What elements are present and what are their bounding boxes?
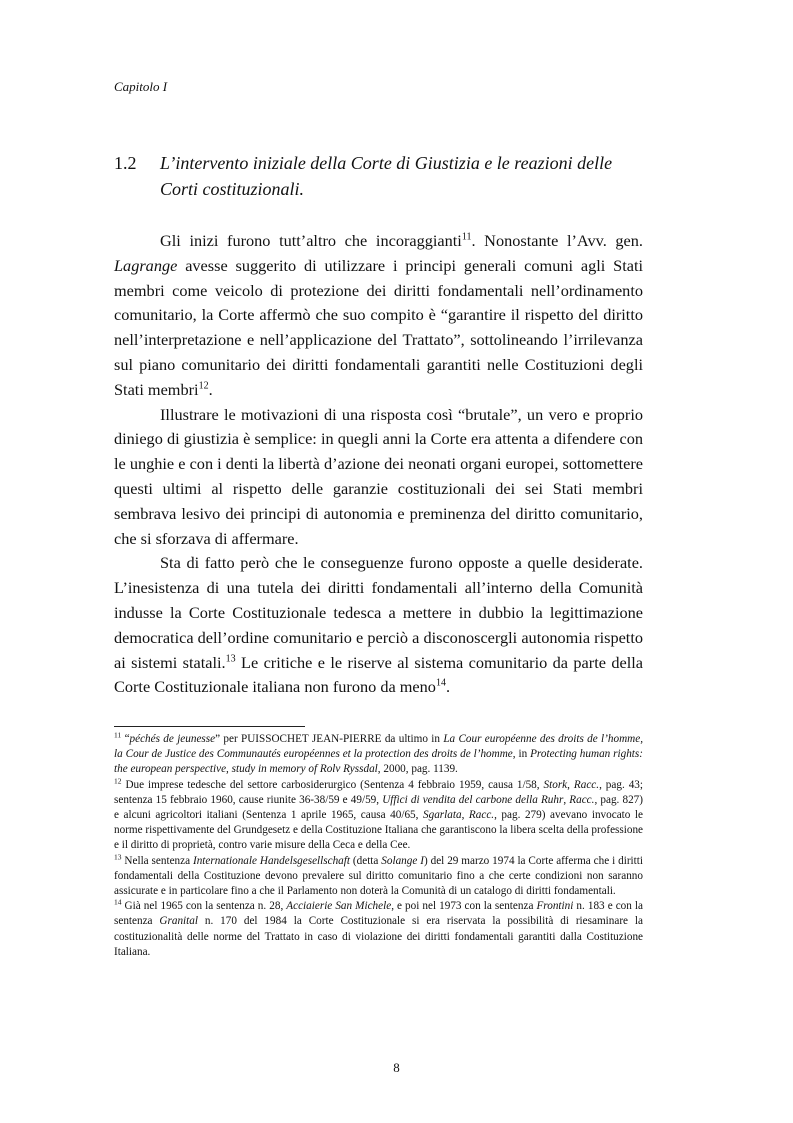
paragraph xyxy=(114,403,643,552)
footnote-ref: 13 xyxy=(114,851,122,861)
footnote xyxy=(114,899,643,960)
footnote-ref: 12 xyxy=(198,380,209,392)
italic-text: Stork xyxy=(543,778,568,791)
italic-text: Lagrange xyxy=(114,255,178,275)
footnote xyxy=(114,851,643,900)
italic-text: La Cour européenne des droits de l’homme, la Cour de Justice des Communautés européennes et la protection des droits de l’homme xyxy=(114,733,643,761)
paragraph xyxy=(114,229,643,403)
text-run: , pag. 279) avevano invocato le norme rispettivamente del Grundgesetz e della Costituzione Italiana che garantiscono la libera scelta della professione e il diritto di proprietà, contro varie misure della Ceca e della Cee. xyxy=(114,809,643,852)
text-run: , in xyxy=(512,748,531,761)
section-number: 1.2 xyxy=(114,153,137,173)
text-run: n. 170 del 1984 la Corte Costituzionale si era riservata la possibilità di riesaminare la costituzionalità delle norme del Trattato in caso di violazione dei diritti fondamentali garantiti dalla Costituzione Italiana. xyxy=(114,915,643,958)
italic-text: péchés de jeunesse xyxy=(129,733,216,745)
page-number: 8 xyxy=(393,1060,400,1075)
footnote-ref: 12 xyxy=(114,775,122,785)
italic-text: Solange I xyxy=(381,854,424,867)
text-run: avesse suggerito di utilizzare i principi generali comuni agli Stati membri come veicolo di protezione dei diritti fondamentali nell’ordinamento comunitario, la Corte affermò che suo compito è “garantire il rispetto del diritto nell’interpretazione e nell’applicazione del Trattato”, sottolineando l’irrilevanza sul piano comunitario dei diritti fondamentali garantiti nelle Costituzioni degli Stati membri xyxy=(114,255,643,399)
text-run: “ xyxy=(121,733,130,745)
footnote-ref: 13 xyxy=(225,653,236,665)
text-run: . xyxy=(208,379,213,399)
text-run: Sta di fatto però che le conseguenze furono opposte a quelle desiderate. L’inesistenza di una tutela dei diritti fondamentali all’interno della Comunità indusse la Corte Costituzionale tedesca a mettere in dubbio la legittimazione democratica dell’ordine comunitario e perciò a disconoscergli autonomia rispetto ai sistemi statali. xyxy=(114,553,643,672)
italic-text: Racc. xyxy=(468,809,495,822)
footnotes xyxy=(114,732,643,960)
running-header: Capitolo I xyxy=(114,79,168,94)
italic-text: Racc. xyxy=(569,793,595,806)
footnote-ref: 14 xyxy=(114,897,122,907)
text-run: Le critiche e le riserve al sistema comunitario da parte della Corte Costituzionale italiana non furono da meno xyxy=(114,652,643,697)
text-run: . Nonostante l’Avv. gen. xyxy=(471,231,643,250)
paragraph xyxy=(114,551,643,700)
footnote xyxy=(114,732,643,778)
text-run: . xyxy=(445,677,451,697)
text-run: , xyxy=(461,809,469,822)
italic-text: Sgarlata xyxy=(423,809,462,822)
text-run: n. 183 e con la sentenza xyxy=(114,900,643,928)
italic-text: Protecting human rights: the european perspective, study in memory of Rolv Ryssdal xyxy=(114,748,643,776)
footnote-ref: 11 xyxy=(114,730,122,740)
section-heading xyxy=(114,150,654,202)
italic-text: Frontini xyxy=(536,900,574,913)
text-run: , 2000, pag. 1139. xyxy=(377,763,458,776)
italic-text: Acciaierie San Michele xyxy=(286,900,392,913)
text-run: , xyxy=(563,793,570,806)
footnote-ref: 11 xyxy=(461,231,472,243)
text-run: , e poi nel 1973 con la sentenza xyxy=(391,900,537,913)
text-run: , pag. 827) e alcuni agricoltori italiani (Sentenza 1 aprile 1965, causa 40/65, xyxy=(114,793,643,822)
text-run: , pag. 43; sentenza 15 febbraio 1960, cause riunite 36-38/59 e 49/59, xyxy=(114,778,644,806)
footnote-separator xyxy=(114,726,305,727)
text-run: ” per PUISSOCHET JEAN-PIERRE da ultimo in xyxy=(215,733,444,745)
italic-text: Uffici di vendita del carbone della Ruhr xyxy=(382,793,564,806)
footnote-ref: 14 xyxy=(435,677,446,689)
text-run: ) del 29 marzo 1974 la Corte afferma che i diritti fondamentali della Costituzione devono prevalere sul diritto comunitario fino a che certe condizioni non saranno assicurate e in particolare fino a che il Parlamento non doterà la Comunità di un catalogo di diritti fondamentali. xyxy=(114,854,643,898)
italic-text: Granital xyxy=(159,915,198,928)
text-run: Nella sentenza xyxy=(121,854,193,867)
text-run: Due imprese tedesche del settore carbosiderurgico (Sentenza 4 febbraio 1959, causa 1/58, xyxy=(121,778,544,791)
text-run: , xyxy=(567,778,574,791)
text-run: (detta xyxy=(350,854,382,867)
footnote xyxy=(114,775,644,854)
text-run: Già nel 1965 con la sentenza n. 28, xyxy=(121,900,287,913)
text-run: Gli inizi furono tutt’altro che incoraggianti xyxy=(160,231,462,250)
section-title: L’intervento iniziale della Corte di Giustizia e le reazioni delle Corti costituzionali. xyxy=(160,153,613,199)
italic-text: Racc. xyxy=(573,778,600,791)
text-run: Illustrare le motivazioni di una risposta così “brutale”, un vero e proprio diniego di giustizia è semplice: in quegli anni la Corte era attenta a difendere con le unghie e con i denti la libertà d’azione dei neonati organi europei, sottomettere questi ultimi al rispetto delle garanzie costituzionali dei sei Stati membri sembrava lesivo dei principi di autonomia e preminenza del diritto comunitario, che si sforzava di affermare. xyxy=(114,404,643,548)
italic-text: Internationale Handelsgesellschaft xyxy=(192,854,350,867)
body-text xyxy=(114,229,643,700)
